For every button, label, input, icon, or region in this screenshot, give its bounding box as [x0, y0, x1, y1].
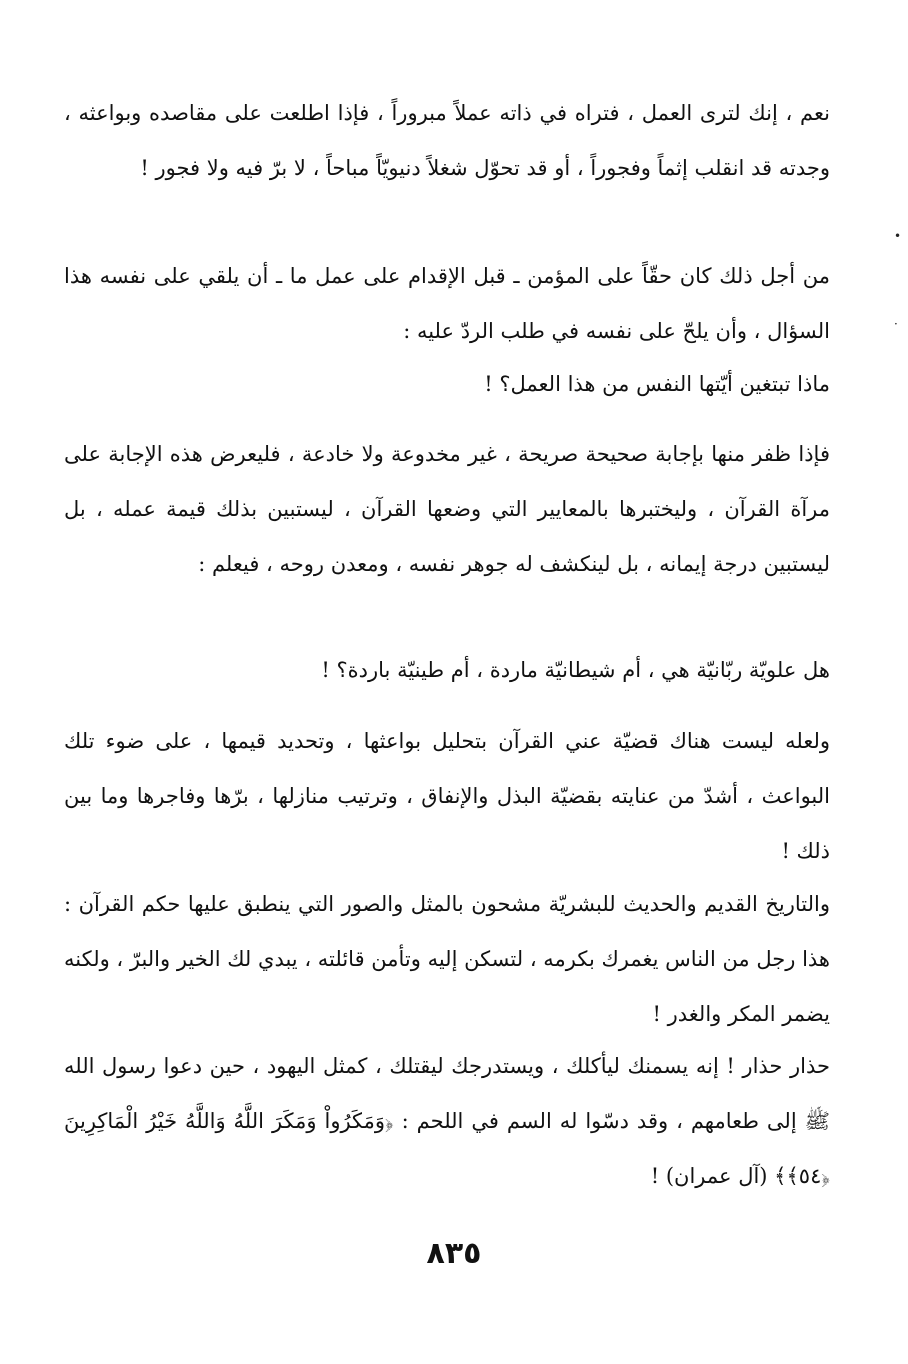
paragraph-8: حذار حذار ! إنه يسمنك ليأكلك ، ويستدرجك ليقتلك ، كمثل اليهود ، حين دعوا رسول الله ﷺ إلى طعامهم ، وقد دسّوا له السم في اللحم : ﴿وَمَكَرُواْ وَمَكَرَ اللَّهُ وَاللَّهُ خَيْرُ الْمَاكِرِينَ ﴿٥٤﴾﴾ (آل عمران) ! — [64, 1054, 830, 1188]
paragraph-7: والتاريخ القديم والحديث للبشريّة مشحون بالمثل والصور التي ينطبق عليها حكم القرآن : هذا رجل من الناس يغمرك بكرمه ، لتسكن إليه وتأمن قائلته ، يبدي لك الخير والبرّ ، ولكنه يضمر المكر والغدر ! — [64, 892, 830, 1026]
margin-mark-dot: · — [894, 317, 898, 331]
paragraph-4: فإذا ظفر منها بإجابة صحيحة صريحة ، غير مخدوعة ولا خادعة ، فليعرض هذه الإجابة على مرآة القرآن ، وليختبرها بالمعايير التي وضعها القرآن ، ليستبين بذلك قيمة عمله ، بل ليستبين درجة إيمانه ، بل لينكشف له جوهر نفسه ، ومعدن روحه ، فيعلم : — [64, 442, 830, 576]
margin-mark-dot: • — [894, 229, 902, 243]
paragraph-2: من أجل ذلك كان حقّاً على المؤمن ـ قبل الإقدام على عمل ما ـ أن يلقي على نفسه هذا السؤال ، وأن يلحّ على نفسه في طلب الردّ عليه : — [64, 264, 830, 343]
page-number: ٨٣٥ — [426, 1236, 482, 1271]
paragraph-1: نعم ، إنك لترى العمل ، فتراه في ذاته عملاً مبروراً ، فإذا اطلعت على مقاصده وبواعثه ، وجدته قد انقلب إثماً وفجوراً ، أو قد تحوّل شغلاً دنيويّاً مباحاً ، لا برّ فيه ولا فجور ! — [64, 101, 830, 180]
paragraph-6: ولعله ليست هناك قضيّة عني القرآن بتحليل بواعثها ، وتحديد قيمها ، على ضوء تلك البواعث ، أشدّ من عنايته بقضيّة البذل والإنفاق ، وترتيب منازلها ، برّها وفاجرها وما بين ذلك ! — [64, 729, 830, 863]
paragraph-3-question: ماذا تبتغين أيّتها النفس من هذا العمل؟ ! — [484, 372, 830, 396]
paragraph-5-question: هل علويّة ربّانيّة هي ، أم شيطانيّة ماردة ، أم طينيّة باردة؟ ! — [321, 658, 830, 682]
